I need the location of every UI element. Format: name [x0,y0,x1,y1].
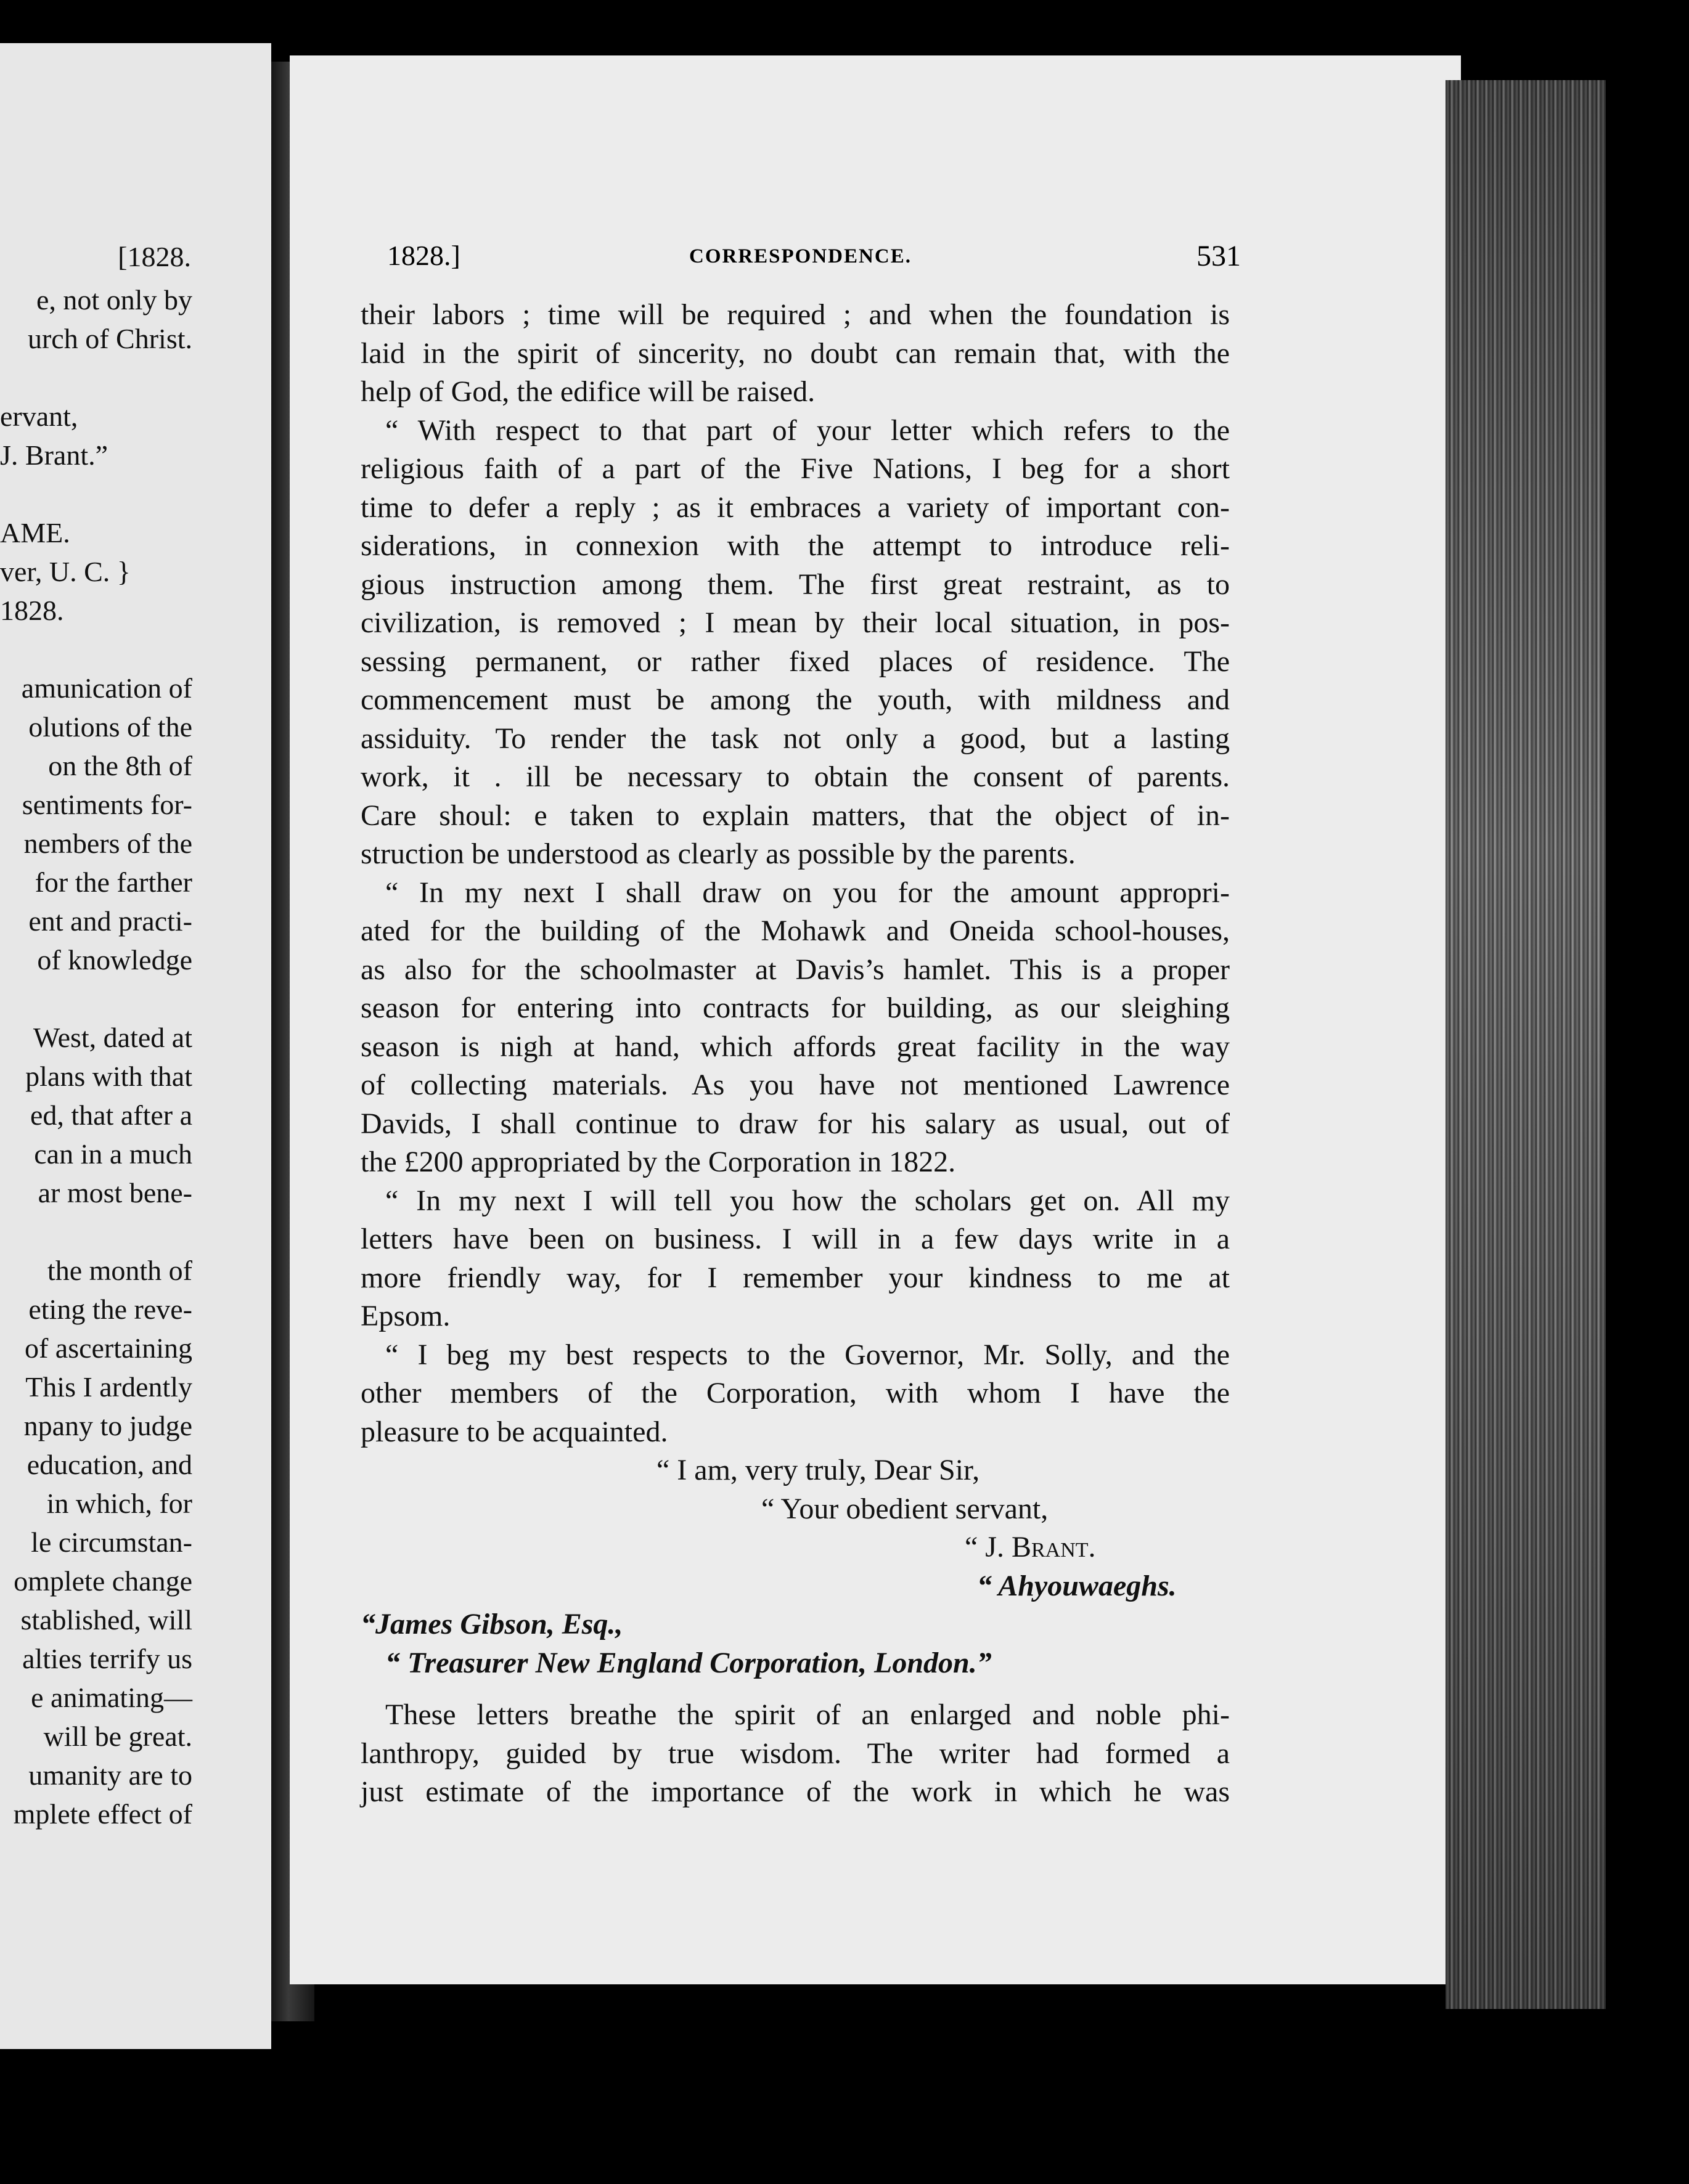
left-page-line: stablished, will [20,1604,192,1636]
left-page-line: nembers of the [23,828,192,859]
left-page-line: will be great. [43,1721,192,1752]
text-line: of collecting materials. As you have not mentioned Lawrence [361,1069,1230,1101]
facing-page-left [0,43,271,2049]
text-line: Care shoul: e taken to explain matters, that the object of in- [361,799,1230,832]
text-line: “ With respect to that part of your letter which refers to the [385,414,1230,447]
letter-body [361,296,1230,1812]
text-line: gious instruction among them. The first great restraint, as to [361,568,1230,601]
left-page-line: omplete change [14,1565,192,1597]
text-line: season is nigh at hand, which affords great facility in the way [361,1030,1230,1063]
left-page-line: urch of Christ. [27,323,192,354]
header-title: CORRESPONDENCE. [689,245,912,267]
left-page-line: ver, U. C. } [0,556,131,587]
text-line: as also for the schoolmaster at Davis’s hamlet. This is a proper [361,953,1230,986]
left-page-line: AME. [0,517,70,548]
text-line: “ In my next I shall draw on you for the amount appropri- [385,876,1230,909]
left-page-line: the month of [47,1255,192,1286]
left-page-line: le circumstan- [31,1526,192,1558]
text-line: ated for the building of the Mohawk and Oneida school-houses, [361,915,1230,947]
left-page-line: of knowledge [37,944,192,976]
text-line: civilization, is removed ; I mean by their local situation, in pos- [361,606,1230,639]
header-year: 1828.] [387,240,460,271]
signature-line: “ J. Brant. [965,1531,1096,1563]
text-line: the £200 appropriated by the Corporation in 1822. [361,1146,956,1178]
text-line: laid in the spirit of sincerity, no doubt can remain that, with the [361,336,1230,370]
signature-line: “ Your obedient servant, [761,1492,1049,1525]
text-line: just estimate of the importance of the work in which he was [361,1775,1230,1808]
text-line: their labors ; time will be required ; and when the foundation is [361,298,1230,331]
page-edges-shade [1446,80,1606,2009]
text-line: commencement must be among the youth, with mildness and [361,683,1230,716]
text-line: help of God, the edifice will be raised. [361,375,816,408]
left-page-line: alties terrify us [22,1643,192,1674]
text-line: work, it . ill be necessary to obtain the consent of parents. [361,760,1230,793]
left-page-line: education, and [27,1449,192,1480]
left-page-line: This I ardently [25,1371,192,1403]
left-page-line: ent and practi- [28,905,192,937]
text-line: These letters breathe the spirit of an enlarged and noble phi- [385,1698,1230,1731]
letter-paragraphs [361,296,1230,1451]
left-page-line: ervant, [0,401,78,432]
text-line: time to defer a reply ; as it embraces a variety of important con- [361,491,1230,524]
left-page-line: eting the reve- [28,1294,192,1325]
left-page-line: olutions of the [28,711,192,743]
text-line: religious faith of a part of the Five Nations, I beg for a short [361,452,1230,485]
text-line: sessing permanent, or rather fixed places of residence. The [361,645,1230,678]
left-page-line: ed, that after a [30,1099,192,1131]
text-line: “ In my next I will tell you how the scholars get on. All my [385,1184,1230,1217]
text-line: other members of the Corporation, with whom I have the [361,1377,1230,1409]
text-line: more friendly way, for I remember your kindness to me at [361,1261,1230,1294]
text-line: assiduity. To render the task not only a good, but a lasting [361,722,1230,755]
text-line: pleasure to be acquainted. [361,1415,668,1448]
text-line: Davids, I shall continue to draw for his salary as usual, out of [361,1107,1230,1140]
address-line: “James Gibson, Esq., [361,1608,623,1640]
text-line: “ I beg my best respects to the Governor, Mr. Solly, and the [385,1338,1230,1371]
text-line: lanthropy, guided by true wisdom. The writer had formed a [361,1737,1230,1770]
text-line: season for entering into contracts for building, as our sleighing [361,992,1230,1024]
left-page-line: 1828. [0,595,64,626]
letter-closing [361,1451,1230,1605]
text-line: struction be understood as clearly as possible by the parents. [361,837,1076,870]
left-page-line: of ascertaining [24,1332,192,1364]
left-page-line: sentiments for- [22,789,192,820]
left-page-line: plans with that [25,1061,192,1092]
left-page-line: amunication of [21,672,192,704]
text-line: siderations, in connexion with the attempt to introduce reli- [361,529,1230,562]
left-page-line: npany to judge [23,1410,192,1441]
left-page-line: West, dated at [33,1022,192,1053]
left-page-line: mplete effect of [13,1798,192,1830]
left-page-line: ar most bene- [38,1177,192,1208]
left-page-line: e, not only by [36,284,192,316]
running-header [387,239,1241,282]
letter-address [361,1605,1230,1682]
signature-line: “ I am, very truly, Dear Sir, [656,1454,980,1486]
left-page-line: for the farther [35,866,192,898]
left-page-line: e animating— [31,1682,192,1713]
left-page-line: umanity are to [28,1759,192,1791]
commentary-paragraph [361,1696,1230,1812]
left-page-line: on the 8th of [48,750,192,781]
left-page-line: in which, for [46,1488,192,1519]
page-number: 531 [1196,240,1241,272]
text-line: letters have been on business. I will in a few days write in a [361,1223,1230,1255]
address-line: “ Treasurer New England Corporation, London.” [385,1646,992,1679]
left-page-line: can in a much [34,1138,192,1170]
signature-line: “ Ahyouwaeghs. [977,1569,1177,1602]
left-page-line: J. Brant.” [0,439,108,471]
text-line: Epsom. [361,1300,451,1332]
left-page-header: [1828. [118,241,191,272]
